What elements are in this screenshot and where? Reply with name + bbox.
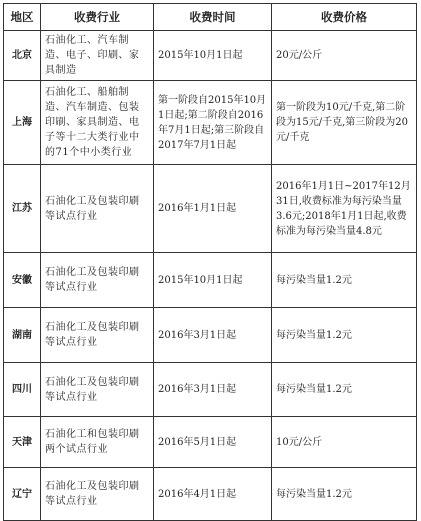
table-row <box>4 417 417 468</box>
time-cell: 第一阶段自2015年10月1日起;第二阶段自2016年7月1日起;第三阶段自2017年7月1日起 <box>154 81 272 165</box>
industry-cell: 石油化工及包装印刷等试点行业 <box>41 253 154 308</box>
table-row <box>4 81 417 165</box>
time-cell: 2016年1月1日起 <box>154 165 272 253</box>
price-cell: 每污染当量1.2元 <box>272 308 417 363</box>
table-row <box>4 165 417 253</box>
price-cell: 第一阶段为10元/千克,第二阶段为15元/千克,第三阶段为20元/千克 <box>272 81 417 165</box>
price-cell: 20元/公斤 <box>272 31 417 81</box>
price-cell: 每污染当量1.2元 <box>272 253 417 308</box>
region-cell: 天津 <box>4 417 41 468</box>
header-time: 收费时间 <box>154 4 272 31</box>
region-cell: 北京 <box>4 31 41 81</box>
price-cell: 每污染当量1.2元 <box>272 363 417 417</box>
table-row <box>4 308 417 363</box>
table-row <box>4 363 417 417</box>
industry-cell: 石油化工及包装印刷等试点行业 <box>41 363 154 417</box>
industry-cell: 石油化工、船舶制造、汽车制造、包装印刷、家具制造、电子等十二大类行业中的71个中小类行业 <box>41 81 154 165</box>
price-cell: 10元/公斤 <box>272 417 417 468</box>
industry-cell: 石油化工、汽车制造、电子、印刷、家具制造 <box>41 31 154 81</box>
region-cell: 安徽 <box>4 253 41 308</box>
region-cell: 上海 <box>4 81 41 165</box>
header-price: 收费价格 <box>272 4 417 31</box>
time-cell: 2016年3月1日起 <box>154 363 272 417</box>
table-header-row <box>4 4 417 31</box>
time-cell: 2015年10月1日起 <box>154 31 272 81</box>
region-cell: 四川 <box>4 363 41 417</box>
header-region: 地区 <box>4 4 41 31</box>
region-cell: 辽宁 <box>4 468 41 521</box>
table-row <box>4 468 417 521</box>
table-row <box>4 253 417 308</box>
header-industry: 收费行业 <box>41 4 154 31</box>
industry-cell: 石油化工及包装印刷等试点行业 <box>41 165 154 253</box>
time-cell: 2016年4月1日起 <box>154 468 272 521</box>
price-cell: 2016年1月1日~2017年12月31日,收费标准为每污染当量3.6元;2018年1月1日起,收费标准为每污染当量4.8元 <box>272 165 417 253</box>
industry-cell: 石油化工及包装印刷等试点行业 <box>41 308 154 363</box>
price-cell: 每污染当量1.2元 <box>272 468 417 521</box>
region-cell: 江苏 <box>4 165 41 253</box>
time-cell: 2016年5月1日起 <box>154 417 272 468</box>
table-row <box>4 31 417 81</box>
fee-table <box>3 3 417 521</box>
time-cell: 2015年10月1日起 <box>154 253 272 308</box>
region-cell: 湖南 <box>4 308 41 363</box>
time-cell: 2016年3月1日起 <box>154 308 272 363</box>
industry-cell: 石油化工及包装印刷等试点行业 <box>41 468 154 521</box>
industry-cell: 石油化工和包装印刷两个试点行业 <box>41 417 154 468</box>
